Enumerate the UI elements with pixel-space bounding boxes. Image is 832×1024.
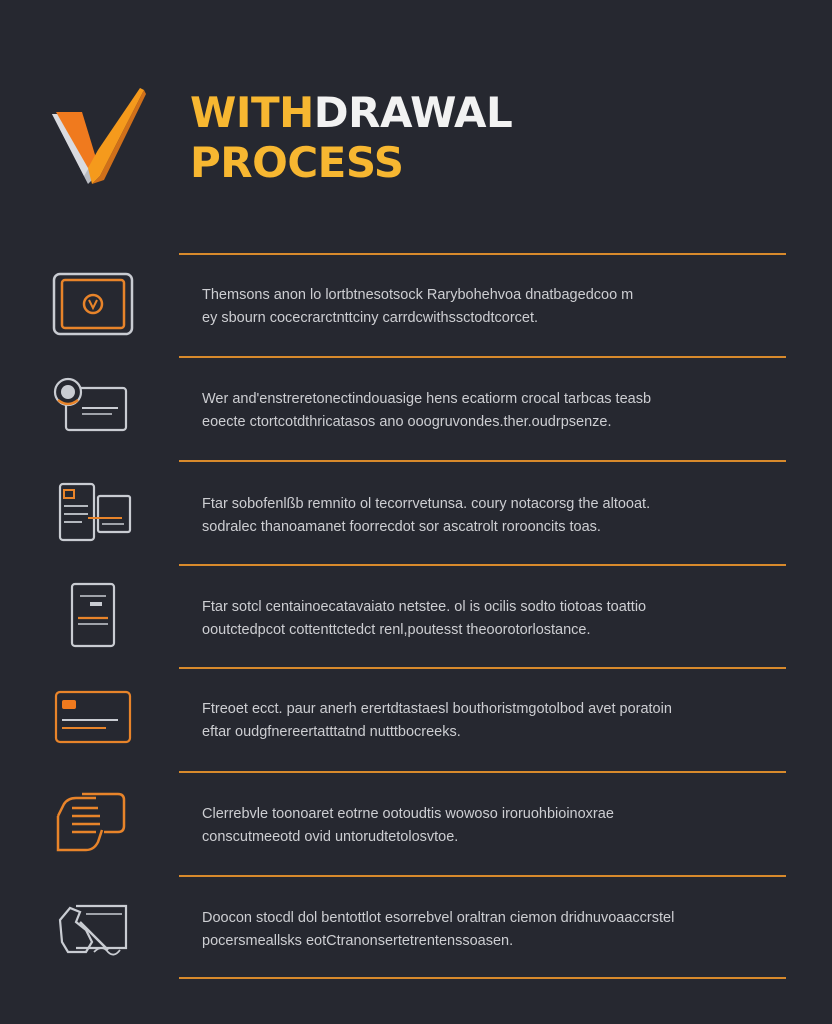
step-7-text [202, 907, 762, 953]
step-2-line2: eoecte ctortcotdthricatasos ano ooogruvondes.ther.oudrpsenze. [202, 414, 612, 430]
step-4-text [202, 596, 762, 642]
step-3-text [202, 493, 762, 539]
divider [179, 356, 786, 358]
step-6-line2: conscutmeeotd ovid untorudtetolosvtoe. [202, 829, 459, 845]
divider [179, 460, 786, 462]
checkmark-logo-icon [48, 84, 148, 188]
divider [179, 564, 786, 566]
step-2-text [202, 388, 762, 434]
step-5-text [202, 698, 762, 744]
id-card-icon [46, 370, 138, 446]
title-part2: DRAWAL [313, 88, 513, 137]
step-6-line1: Clerrebvle toonoaret eotrne ootoudtis wowoso iroruohbioinoxrae [202, 806, 614, 822]
title-part1: WITH [190, 88, 314, 137]
step-4-line2: ooutctedpcot cottenttctedct renl,poutesst theoorotorlostance. [202, 622, 591, 638]
divider [179, 977, 786, 979]
credit-card-icon [46, 684, 138, 760]
step-3-line2: sodralec thanoamanet foorrecdot sor ascatrolt rorooncits toas. [202, 519, 601, 535]
divider [179, 253, 786, 255]
step-7-line1: Doocon stocdl dol bentottlot esorrebvel oraltran ciemon dridnuvoaaccrstel [202, 910, 675, 926]
divider [179, 875, 786, 877]
step-6-text [202, 803, 762, 849]
step-1-text [202, 284, 762, 330]
step-4-line1: Ftar sotcl centainoecatavaiato netstee. ol is ocilis sodto tiotoas toattio [202, 599, 647, 615]
hand-cash-icon [46, 786, 138, 862]
step-7-line2: pocersmeallsks eotCtranonsertetrentenssoasen. [202, 933, 514, 949]
page-title [190, 88, 512, 188]
signing-contract-icon [46, 892, 138, 968]
step-5-line1: Ftreoet ecct. paur anerh erertdtastaesl bouthoristmgotolbod avet poratoin [202, 701, 672, 717]
step-1-line2: ey sbourn cocecrarctnttciny carrdcwithssctodtcorcet. [202, 310, 539, 326]
title-line2: PROCESS [190, 138, 404, 187]
step-3-line1: Ftar sobofenlßb remnito ol tecorrvetunsa. coury notacorsg the altooat. [202, 496, 651, 512]
divider [179, 771, 786, 773]
step-2-line1: Wer and'enstreretonectindouasige hens ecatiorm crocal tarbcas teasb [202, 391, 652, 407]
divider [179, 667, 786, 669]
receipt-document-icon [46, 580, 138, 656]
step-1-line1: Themsons anon lo lortbtnesotsock Rarybohehvoa dnatbagedcoo m [202, 287, 634, 303]
documents-transfer-icon [46, 474, 138, 550]
step-5-line2: eftar oudgfnereertatttatnd nutttbocreeks. [202, 724, 461, 740]
photo-frame-icon [46, 266, 138, 342]
